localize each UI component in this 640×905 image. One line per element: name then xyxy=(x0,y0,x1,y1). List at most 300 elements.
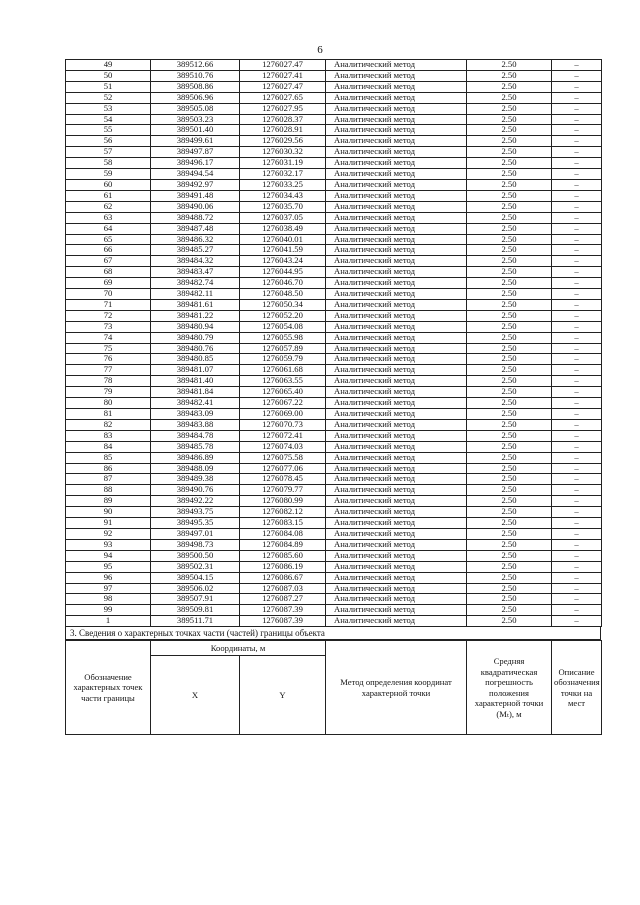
table-row xyxy=(66,561,602,572)
cell-point-number: 90 xyxy=(66,507,151,518)
cell-mean-error: 2.50 xyxy=(467,136,552,147)
cell-coord-x: 389481.07 xyxy=(151,365,240,376)
cell-mean-error: 2.50 xyxy=(467,398,552,409)
cell-mean-error: 2.50 xyxy=(467,201,552,212)
cell-point-number: 85 xyxy=(66,452,151,463)
cell-description: – xyxy=(552,430,602,441)
header-x: X xyxy=(151,656,240,735)
table-row xyxy=(66,496,602,507)
table-row xyxy=(66,278,602,289)
cell-mean-error: 2.50 xyxy=(467,310,552,321)
cell-description: – xyxy=(552,452,602,463)
cell-coord-y: 1276043.24 xyxy=(240,256,326,267)
cell-coord-x: 389483.47 xyxy=(151,267,240,278)
cell-method: Аналитический метод xyxy=(326,81,467,92)
cell-coord-x: 389511.71 xyxy=(151,616,240,627)
cell-description: – xyxy=(552,441,602,452)
cell-coord-y: 1276027.47 xyxy=(240,81,326,92)
cell-coord-y: 1276077.06 xyxy=(240,463,326,474)
cell-coord-y: 1276065.40 xyxy=(240,387,326,398)
cell-method: Аналитический метод xyxy=(326,594,467,605)
cell-mean-error: 2.50 xyxy=(467,409,552,420)
cell-coord-y: 1276030.32 xyxy=(240,147,326,158)
cell-method: Аналитический метод xyxy=(326,387,467,398)
cell-coord-x: 389483.88 xyxy=(151,419,240,430)
cell-method: Аналитический метод xyxy=(326,485,467,496)
cell-coord-y: 1276087.03 xyxy=(240,583,326,594)
cell-point-number: 78 xyxy=(66,376,151,387)
table-row xyxy=(66,114,602,125)
cell-coord-x: 389482.11 xyxy=(151,289,240,300)
cell-mean-error: 2.50 xyxy=(467,103,552,114)
cell-mean-error: 2.50 xyxy=(467,60,552,71)
cell-mean-error: 2.50 xyxy=(467,354,552,365)
cell-coord-x: 389499.61 xyxy=(151,136,240,147)
cell-method: Аналитический метод xyxy=(326,158,467,169)
cell-description: – xyxy=(552,616,602,627)
cell-method: Аналитический метод xyxy=(326,201,467,212)
cell-method: Аналитический метод xyxy=(326,463,467,474)
table-row xyxy=(66,518,602,529)
cell-mean-error: 2.50 xyxy=(467,365,552,376)
cell-method: Аналитический метод xyxy=(326,616,467,627)
cell-description: – xyxy=(552,234,602,245)
cell-point-number: 63 xyxy=(66,212,151,223)
table-row xyxy=(66,201,602,212)
cell-point-number: 54 xyxy=(66,114,151,125)
cell-coord-x: 389481.84 xyxy=(151,387,240,398)
cell-coord-x: 389500.50 xyxy=(151,550,240,561)
cell-method: Аналитический метод xyxy=(326,605,467,616)
cell-description: – xyxy=(552,103,602,114)
cell-coord-x: 389486.89 xyxy=(151,452,240,463)
cell-coord-x: 389498.73 xyxy=(151,539,240,550)
cell-coord-y: 1276027.47 xyxy=(240,60,326,71)
cell-mean-error: 2.50 xyxy=(467,561,552,572)
cell-description: – xyxy=(552,278,602,289)
table-row xyxy=(66,190,602,201)
cell-point-number: 64 xyxy=(66,223,151,234)
cell-description: – xyxy=(552,474,602,485)
page-number: 6 xyxy=(317,44,323,56)
cell-description: – xyxy=(552,245,602,256)
cell-method: Аналитический метод xyxy=(326,190,467,201)
cell-coord-y: 1276084.89 xyxy=(240,539,326,550)
cell-description: – xyxy=(552,179,602,190)
cell-mean-error: 2.50 xyxy=(467,550,552,561)
cell-point-number: 89 xyxy=(66,496,151,507)
cell-coord-x: 389493.75 xyxy=(151,507,240,518)
table-row xyxy=(66,594,602,605)
cell-coord-y: 1276074.03 xyxy=(240,441,326,452)
document-content xyxy=(65,59,601,735)
cell-coord-y: 1276082.12 xyxy=(240,507,326,518)
table-row xyxy=(66,147,602,158)
cell-coord-y: 1276075.58 xyxy=(240,452,326,463)
cell-description: – xyxy=(552,136,602,147)
cell-mean-error: 2.50 xyxy=(467,278,552,289)
cell-description: – xyxy=(552,332,602,343)
cell-description: – xyxy=(552,256,602,267)
cell-point-number: 92 xyxy=(66,528,151,539)
cell-coord-y: 1276032.17 xyxy=(240,169,326,180)
cell-mean-error: 2.50 xyxy=(467,299,552,310)
cell-description: – xyxy=(552,594,602,605)
cell-point-number: 95 xyxy=(66,561,151,572)
cell-mean-error: 2.50 xyxy=(467,528,552,539)
cell-method: Аналитический метод xyxy=(326,70,467,81)
cell-method: Аналитический метод xyxy=(326,539,467,550)
cell-coord-y: 1276028.37 xyxy=(240,114,326,125)
cell-coord-x: 389494.54 xyxy=(151,169,240,180)
cell-point-number: 62 xyxy=(66,201,151,212)
table-row xyxy=(66,70,602,81)
cell-point-number: 50 xyxy=(66,70,151,81)
cell-point-number: 91 xyxy=(66,518,151,529)
cell-point-number: 55 xyxy=(66,125,151,136)
cell-coord-y: 1276069.00 xyxy=(240,409,326,420)
cell-mean-error: 2.50 xyxy=(467,223,552,234)
cell-description: – xyxy=(552,267,602,278)
cell-mean-error: 2.50 xyxy=(467,594,552,605)
cell-method: Аналитический метод xyxy=(326,354,467,365)
table-row xyxy=(66,550,602,561)
table-row xyxy=(66,212,602,223)
table-row xyxy=(66,452,602,463)
cell-mean-error: 2.50 xyxy=(467,70,552,81)
coordinates-table-body xyxy=(66,60,602,627)
cell-point-number: 56 xyxy=(66,136,151,147)
cell-description: – xyxy=(552,289,602,300)
cell-method: Аналитический метод xyxy=(326,398,467,409)
cell-coord-x: 389509.81 xyxy=(151,605,240,616)
table-row xyxy=(66,103,602,114)
table-row xyxy=(66,419,602,430)
header-coordinates: Координаты, м xyxy=(151,641,326,656)
table-row xyxy=(66,179,602,190)
cell-coord-y: 1276055.98 xyxy=(240,332,326,343)
cell-coord-x: 389491.48 xyxy=(151,190,240,201)
cell-coord-y: 1276050.34 xyxy=(240,299,326,310)
cell-coord-x: 389487.48 xyxy=(151,223,240,234)
table-row xyxy=(66,332,602,343)
cell-description: – xyxy=(552,343,602,354)
cell-point-number: 79 xyxy=(66,387,151,398)
header-point-designation: Обозначение характерных точек части границы xyxy=(66,641,151,735)
cell-method: Аналитический метод xyxy=(326,245,467,256)
cell-method: Аналитический метод xyxy=(326,343,467,354)
cell-coord-x: 389506.02 xyxy=(151,583,240,594)
cell-point-number: 81 xyxy=(66,409,151,420)
cell-description: – xyxy=(552,212,602,223)
cell-point-number: 80 xyxy=(66,398,151,409)
header-y: Y xyxy=(240,656,326,735)
cell-point-number: 60 xyxy=(66,179,151,190)
cell-coord-x: 389497.01 xyxy=(151,528,240,539)
cell-point-number: 88 xyxy=(66,485,151,496)
table-row xyxy=(66,430,602,441)
cell-coord-y: 1276086.67 xyxy=(240,572,326,583)
cell-coord-y: 1276057.89 xyxy=(240,343,326,354)
table-row xyxy=(66,528,602,539)
table-row xyxy=(66,245,602,256)
cell-coord-y: 1276070.73 xyxy=(240,419,326,430)
cell-description: – xyxy=(552,518,602,529)
table-row xyxy=(66,299,602,310)
cell-coord-y: 1276067.22 xyxy=(240,398,326,409)
cell-mean-error: 2.50 xyxy=(467,485,552,496)
cell-coord-x: 389480.79 xyxy=(151,332,240,343)
cell-method: Аналитический метод xyxy=(326,572,467,583)
cell-point-number: 58 xyxy=(66,158,151,169)
cell-method: Аналитический метод xyxy=(326,528,467,539)
cell-coord-y: 1276052.20 xyxy=(240,310,326,321)
cell-point-number: 73 xyxy=(66,321,151,332)
cell-coord-x: 389488.72 xyxy=(151,212,240,223)
cell-point-number: 1 xyxy=(66,616,151,627)
cell-description: – xyxy=(552,550,602,561)
cell-method: Аналитический метод xyxy=(326,518,467,529)
cell-point-number: 83 xyxy=(66,430,151,441)
cell-coord-x: 389483.09 xyxy=(151,409,240,420)
cell-coord-x: 389490.76 xyxy=(151,485,240,496)
cell-mean-error: 2.50 xyxy=(467,376,552,387)
cell-coord-y: 1276035.70 xyxy=(240,201,326,212)
cell-coord-x: 389482.74 xyxy=(151,278,240,289)
table-row xyxy=(66,81,602,92)
cell-point-number: 84 xyxy=(66,441,151,452)
cell-mean-error: 2.50 xyxy=(467,419,552,430)
cell-point-number: 59 xyxy=(66,169,151,180)
cell-method: Аналитический метод xyxy=(326,92,467,103)
cell-coord-x: 389490.06 xyxy=(151,201,240,212)
table-row xyxy=(66,485,602,496)
cell-point-number: 76 xyxy=(66,354,151,365)
cell-method: Аналитический метод xyxy=(326,289,467,300)
cell-coord-x: 389485.27 xyxy=(151,245,240,256)
cell-method: Аналитический метод xyxy=(326,147,467,158)
cell-point-number: 75 xyxy=(66,343,151,354)
header-method: Метод определения координат характерной точки xyxy=(326,641,467,735)
cell-mean-error: 2.50 xyxy=(467,539,552,550)
cell-mean-error: 2.50 xyxy=(467,496,552,507)
cell-coord-x: 389496.17 xyxy=(151,158,240,169)
cell-mean-error: 2.50 xyxy=(467,474,552,485)
cell-coord-y: 1276046.70 xyxy=(240,278,326,289)
cell-coord-x: 389502.31 xyxy=(151,561,240,572)
cell-coord-x: 389503.23 xyxy=(151,114,240,125)
cell-point-number: 61 xyxy=(66,190,151,201)
cell-description: – xyxy=(552,92,602,103)
cell-mean-error: 2.50 xyxy=(467,463,552,474)
cell-coord-y: 1276033.25 xyxy=(240,179,326,190)
cell-method: Аналитический метод xyxy=(326,332,467,343)
cell-mean-error: 2.50 xyxy=(467,125,552,136)
cell-mean-error: 2.50 xyxy=(467,190,552,201)
table-row xyxy=(66,365,602,376)
cell-description: – xyxy=(552,376,602,387)
cell-coord-y: 1276027.95 xyxy=(240,103,326,114)
table-row xyxy=(66,605,602,616)
cell-method: Аналитический метод xyxy=(326,267,467,278)
cell-coord-x: 389504.15 xyxy=(151,572,240,583)
cell-mean-error: 2.50 xyxy=(467,332,552,343)
cell-description: – xyxy=(552,365,602,376)
cell-coord-y: 1276027.65 xyxy=(240,92,326,103)
cell-coord-y: 1276063.55 xyxy=(240,376,326,387)
cell-coord-y: 1276079.77 xyxy=(240,485,326,496)
cell-description: – xyxy=(552,201,602,212)
cell-point-number: 94 xyxy=(66,550,151,561)
table-row xyxy=(66,310,602,321)
table-row xyxy=(66,463,602,474)
cell-coord-x: 389486.32 xyxy=(151,234,240,245)
cell-point-number: 96 xyxy=(66,572,151,583)
cell-method: Аналитический метод xyxy=(326,125,467,136)
table-row xyxy=(66,267,602,278)
table-row xyxy=(66,289,602,300)
cell-point-number: 53 xyxy=(66,103,151,114)
cell-method: Аналитический метод xyxy=(326,278,467,289)
cell-coord-x: 389512.66 xyxy=(151,60,240,71)
cell-mean-error: 2.50 xyxy=(467,92,552,103)
cell-description: – xyxy=(552,528,602,539)
cell-description: – xyxy=(552,169,602,180)
cell-point-number: 68 xyxy=(66,267,151,278)
table-row xyxy=(66,169,602,180)
cell-coord-y: 1276031.19 xyxy=(240,158,326,169)
cell-coord-x: 389505.08 xyxy=(151,103,240,114)
cell-coord-y: 1276048.50 xyxy=(240,289,326,300)
cell-mean-error: 2.50 xyxy=(467,256,552,267)
cell-description: – xyxy=(552,70,602,81)
cell-method: Аналитический метод xyxy=(326,474,467,485)
header-description: Описание обозначения точки на мест xyxy=(552,641,602,735)
table-row xyxy=(66,321,602,332)
cell-mean-error: 2.50 xyxy=(467,452,552,463)
cell-point-number: 99 xyxy=(66,605,151,616)
table-row xyxy=(66,223,602,234)
cell-mean-error: 2.50 xyxy=(467,147,552,158)
cell-mean-error: 2.50 xyxy=(467,234,552,245)
cell-method: Аналитический метод xyxy=(326,103,467,114)
cell-point-number: 51 xyxy=(66,81,151,92)
cell-coord-x: 389489.38 xyxy=(151,474,240,485)
cell-method: Аналитический метод xyxy=(326,299,467,310)
cell-coord-y: 1276061.68 xyxy=(240,365,326,376)
cell-point-number: 71 xyxy=(66,299,151,310)
cell-description: – xyxy=(552,158,602,169)
cell-coord-y: 1276034.43 xyxy=(240,190,326,201)
cell-mean-error: 2.50 xyxy=(467,81,552,92)
cell-mean-error: 2.50 xyxy=(467,114,552,125)
cell-coord-y: 1276044.95 xyxy=(240,267,326,278)
cell-coord-x: 389497.87 xyxy=(151,147,240,158)
table-row xyxy=(66,572,602,583)
cell-description: – xyxy=(552,125,602,136)
cell-coord-y: 1276072.41 xyxy=(240,430,326,441)
cell-method: Аналитический метод xyxy=(326,550,467,561)
cell-mean-error: 2.50 xyxy=(467,572,552,583)
cell-mean-error: 2.50 xyxy=(467,158,552,169)
cell-description: – xyxy=(552,81,602,92)
cell-method: Аналитический метод xyxy=(326,60,467,71)
section-title: 3. Сведения о характерных точках части (частей) границы объекта xyxy=(65,627,601,640)
cell-method: Аналитический метод xyxy=(326,310,467,321)
table-row xyxy=(66,343,602,354)
table-row xyxy=(66,234,602,245)
cell-coord-y: 1276087.39 xyxy=(240,605,326,616)
cell-coord-x: 389480.85 xyxy=(151,354,240,365)
cell-mean-error: 2.50 xyxy=(467,583,552,594)
table-row xyxy=(66,136,602,147)
cell-description: – xyxy=(552,539,602,550)
cell-coord-y: 1276027.41 xyxy=(240,70,326,81)
coordinates-table xyxy=(65,59,602,627)
cell-method: Аналитический метод xyxy=(326,496,467,507)
cell-method: Аналитический метод xyxy=(326,441,467,452)
table-row xyxy=(66,158,602,169)
table-row xyxy=(66,125,602,136)
cell-method: Аналитический метод xyxy=(326,256,467,267)
cell-point-number: 72 xyxy=(66,310,151,321)
cell-mean-error: 2.50 xyxy=(467,245,552,256)
cell-coord-x: 389508.86 xyxy=(151,81,240,92)
cell-method: Аналитический метод xyxy=(326,376,467,387)
cell-description: – xyxy=(552,583,602,594)
cell-method: Аналитический метод xyxy=(326,169,467,180)
table-row xyxy=(66,441,602,452)
cell-point-number: 74 xyxy=(66,332,151,343)
cell-method: Аналитический метод xyxy=(326,583,467,594)
cell-point-number: 86 xyxy=(66,463,151,474)
cell-method: Аналитический метод xyxy=(326,365,467,376)
cell-coord-x: 389510.76 xyxy=(151,70,240,81)
cell-point-number: 97 xyxy=(66,583,151,594)
cell-coord-y: 1276029.56 xyxy=(240,136,326,147)
cell-coord-y: 1276078.45 xyxy=(240,474,326,485)
cell-coord-y: 1276059.79 xyxy=(240,354,326,365)
cell-description: – xyxy=(552,387,602,398)
cell-mean-error: 2.50 xyxy=(467,289,552,300)
cell-description: – xyxy=(552,485,602,496)
cell-coord-x: 389485.78 xyxy=(151,441,240,452)
cell-coord-y: 1276085.60 xyxy=(240,550,326,561)
cell-description: – xyxy=(552,147,602,158)
table-row xyxy=(66,507,602,518)
cell-description: – xyxy=(552,114,602,125)
cell-mean-error: 2.50 xyxy=(467,441,552,452)
cell-mean-error: 2.50 xyxy=(467,430,552,441)
cell-coord-y: 1276028.91 xyxy=(240,125,326,136)
section-header-table xyxy=(65,640,602,735)
table-row xyxy=(66,474,602,485)
cell-coord-y: 1276080.99 xyxy=(240,496,326,507)
cell-description: – xyxy=(552,496,602,507)
cell-coord-x: 389507.91 xyxy=(151,594,240,605)
cell-description: – xyxy=(552,60,602,71)
cell-description: – xyxy=(552,463,602,474)
cell-coord-x: 389501.40 xyxy=(151,125,240,136)
cell-point-number: 82 xyxy=(66,419,151,430)
cell-point-number: 98 xyxy=(66,594,151,605)
cell-description: – xyxy=(552,321,602,332)
cell-coord-y: 1276086.19 xyxy=(240,561,326,572)
cell-point-number: 57 xyxy=(66,147,151,158)
cell-point-number: 87 xyxy=(66,474,151,485)
table-row xyxy=(66,583,602,594)
cell-method: Аналитический метод xyxy=(326,409,467,420)
